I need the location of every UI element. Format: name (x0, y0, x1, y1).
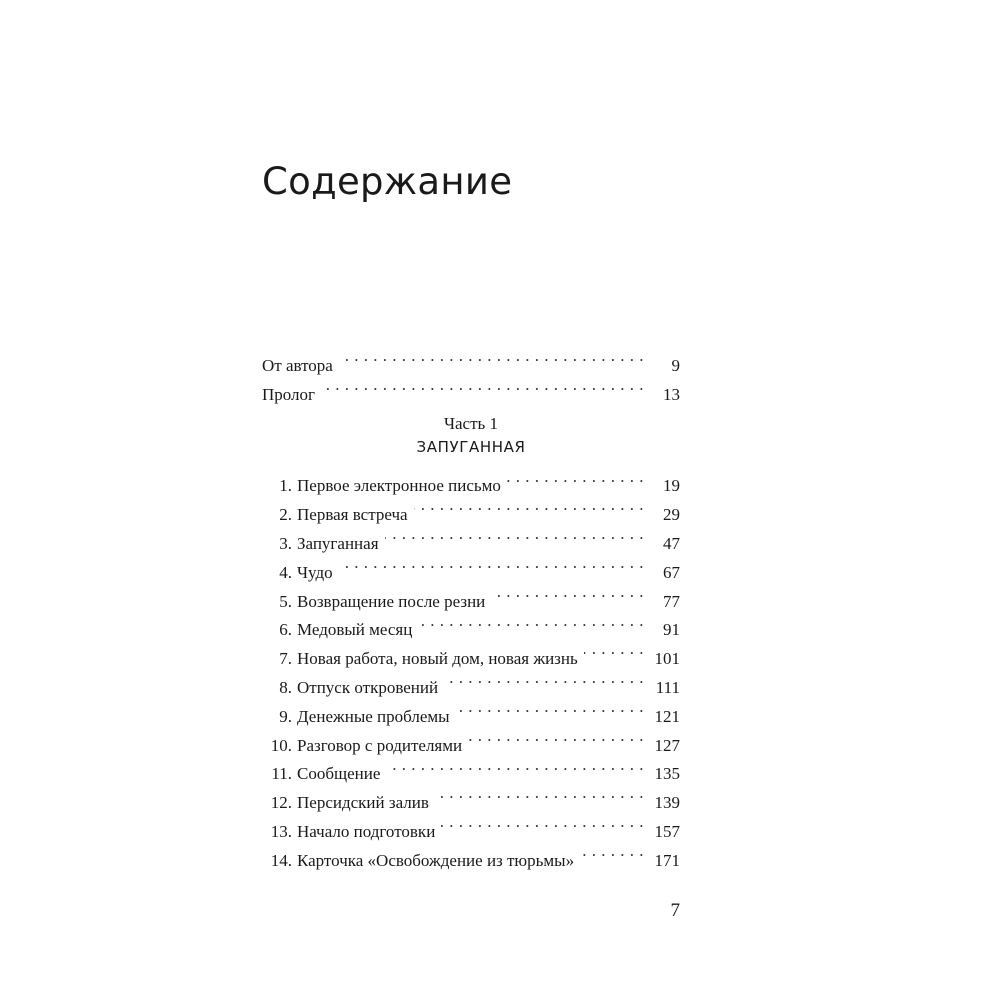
dot-leader (435, 779, 644, 808)
toc-entry-page: 171 (654, 850, 680, 870)
toc-entry-label: Сообщение (297, 764, 381, 784)
chapter-number: 8. (279, 677, 292, 697)
toc-entry (262, 371, 680, 404)
toc-entry-label: От автора (262, 355, 333, 375)
toc-entry-page: 67 (663, 562, 680, 582)
dot-leader (321, 371, 644, 400)
toc-entry-label: Первая встреча (297, 505, 408, 525)
toc-entry-label: Разговор с родителями (297, 735, 463, 755)
toc-entry-label: Чудо (297, 562, 333, 582)
chapter-number: 13. (270, 821, 292, 841)
page-title: Содержание (262, 160, 513, 203)
toc-entry-page: 91 (663, 620, 680, 640)
toc-entry-label: Персидский залив (297, 793, 429, 813)
page-number: 7 (670, 900, 680, 921)
chapter-number: 9. (279, 706, 292, 726)
dot-leader (386, 751, 644, 780)
toc-entry-page: 135 (654, 764, 680, 784)
chapter-number: 7. (279, 649, 292, 669)
toc-entry-page: 101 (654, 649, 680, 669)
chapter-number: 4. (279, 562, 292, 582)
toc-entry-page: 127 (654, 735, 680, 755)
toc-entry-label: Начало подготовки (297, 821, 436, 841)
dot-leader (444, 664, 644, 693)
toc-entry-label: Отпуск откровений (297, 677, 439, 697)
toc-entry-label: Запуганная (297, 533, 379, 553)
dot-leader (339, 342, 644, 371)
toc-entry-label: Медовый месяц (297, 620, 413, 640)
toc-entry-page: 139 (654, 793, 680, 813)
toc-entry-label: Пролог (262, 384, 316, 404)
table-of-contents (262, 342, 680, 870)
toc-entry-page: 121 (654, 706, 680, 726)
dot-leader (468, 722, 644, 751)
dot-leader (584, 635, 644, 664)
chapter-number: 11. (271, 764, 292, 784)
toc-entry-label: Денежные проблемы (297, 706, 450, 726)
toc-entry-page: 9 (671, 355, 680, 375)
dot-leader (580, 837, 644, 866)
dot-leader (441, 808, 644, 837)
chapter-list (262, 463, 680, 870)
toc-entry-page: 47 (663, 533, 680, 553)
chapter-number: 10. (270, 735, 292, 755)
toc-entry-page: 111 (655, 677, 680, 697)
dot-leader (339, 549, 644, 578)
dot-leader (507, 463, 644, 492)
toc-entry-label: Первое электронное письмо (297, 476, 501, 496)
chapter-number: 5. (279, 591, 292, 611)
chapter-number: 12. (270, 793, 292, 813)
toc-entry (262, 342, 680, 375)
toc-entry-label: Возвращение после резни (297, 591, 486, 611)
front-matter-list (262, 342, 680, 404)
dot-leader (418, 607, 644, 636)
dot-leader (456, 693, 644, 722)
toc-entry-label: Карточка «Освобождение из тюрьмы» (297, 850, 575, 870)
chapter-number: 2. (279, 505, 292, 525)
toc-entry-page: 19 (663, 476, 680, 496)
chapter-number: 14. (270, 850, 292, 870)
part-title: ЗАПУГАННАЯ (416, 437, 526, 456)
dot-leader (414, 491, 644, 520)
dot-leader (491, 578, 644, 607)
toc-entry-label: Новая работа, новый дом, новая жизнь (297, 649, 578, 669)
toc-entry-page: 29 (663, 505, 680, 525)
toc-entry-page: 157 (654, 821, 680, 841)
chapter-number: 3. (279, 533, 292, 553)
toc-entry-page: 13 (663, 384, 680, 404)
chapter-number: 6. (279, 620, 292, 640)
toc-entry (262, 463, 680, 496)
dot-leader (385, 520, 644, 549)
part-heading: Часть 1 (443, 413, 499, 433)
toc-entry-page: 77 (663, 591, 680, 611)
chapter-number: 1. (279, 476, 292, 496)
